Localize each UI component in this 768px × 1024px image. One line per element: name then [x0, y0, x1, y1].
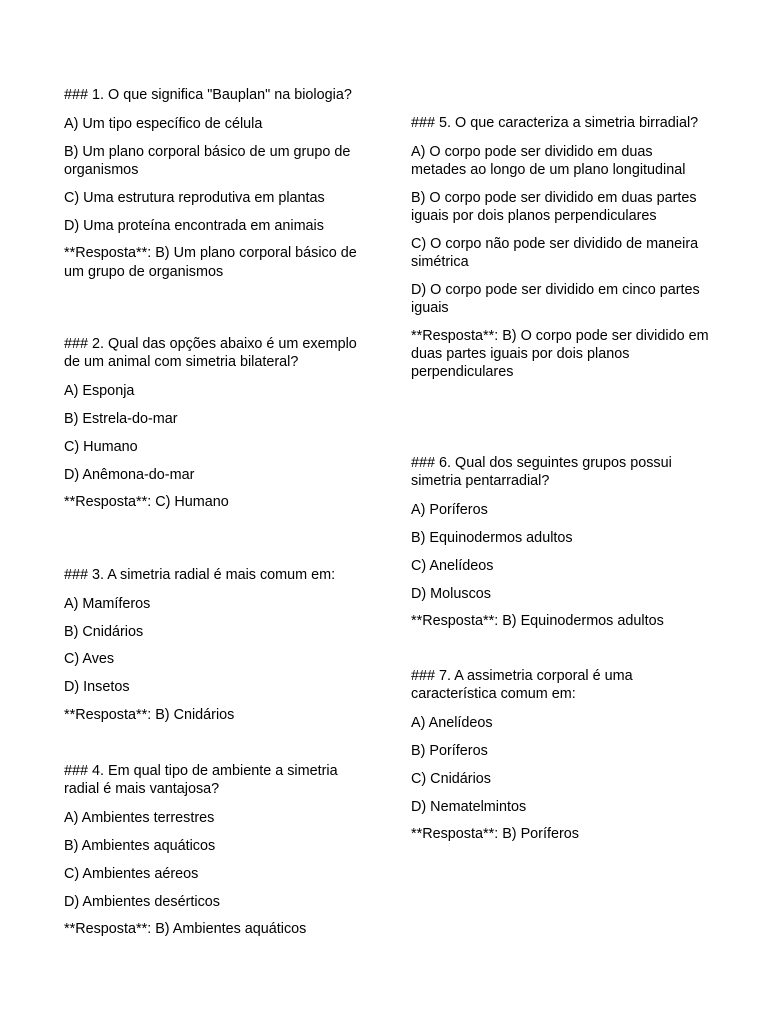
question-3 [64, 566, 364, 724]
option-d: D) Nematelmintos [411, 798, 527, 815]
option-a: A) Anelídeos [411, 714, 493, 731]
answer: **Resposta**: B) Equinodermos adultos [411, 613, 664, 630]
option-c: C) Aves [64, 651, 115, 668]
option-d: D) Anêmona-do-mar [64, 466, 195, 483]
option-d: D) Ambientes desérticos [64, 893, 220, 910]
option-d: D) Uma proteína encontrada em animais [64, 217, 324, 234]
question-heading: ### 4. Em qual tipo de ambiente a simetria radial é mais vantajosa? [64, 763, 338, 798]
question-1 [64, 86, 364, 281]
option-a: A) Mamíferos [64, 595, 151, 612]
question-2 [64, 335, 364, 512]
option-b: B) Ambientes aquáticos [64, 837, 216, 854]
option-c: C) Ambientes aéreos [64, 865, 199, 882]
option-d: D) O corpo pode ser dividido em cinco partes iguais [411, 281, 700, 317]
option-c: C) Uma estrutura reprodutiva em plantas [64, 189, 325, 206]
option-b: B) Estrela-do-mar [64, 410, 178, 427]
answer: **Resposta**: B) Um plano corporal básico de um grupo de organismos [64, 245, 357, 280]
question-heading: ### 7. A assimetria corporal é uma característica comum em: [411, 668, 633, 703]
question-heading: ### 1. O que significa "Bauplan" na biologia? [64, 87, 352, 103]
option-a: A) Ambientes terrestres [64, 809, 215, 826]
option-a: A) O corpo pode ser dividido em duas metades ao longo de um plano longitudinal [411, 143, 686, 178]
question-heading: ### 6. Qual dos seguintes grupos possui simetria pentarradial? [411, 455, 672, 490]
option-c: C) Anelídeos [411, 557, 494, 574]
question-5 [411, 114, 711, 382]
option-d: D) Insetos [64, 679, 130, 696]
option-c: C) Cnidários [411, 770, 491, 787]
option-b: B) Poríferos [411, 742, 488, 759]
question-7 [411, 667, 711, 844]
answer: **Resposta**: B) O corpo pode ser dividido em duas partes iguais por dois planos perpendiculares [411, 328, 709, 381]
option-a: A) Um tipo específico de célula [64, 115, 263, 132]
option-b: B) Cnidários [64, 623, 144, 640]
option-b: B) Equinodermos adultos [411, 529, 573, 546]
question-heading: ### 2. Qual das opções abaixo é um exemplo de um animal com simetria bilateral? [64, 336, 357, 371]
option-a: A) Esponja [64, 382, 135, 399]
question-heading: ### 3. A simetria radial é mais comum em: [64, 567, 336, 583]
answer: **Resposta**: B) Poríferos [411, 826, 579, 843]
option-c: C) Humano [64, 438, 138, 455]
option-b: B) Um plano corporal básico de um grupo de organismos [64, 143, 351, 178]
answer: **Resposta**: B) Cnidários [64, 707, 235, 724]
question-heading: ### 5. O que caracteriza a simetria birradial? [411, 115, 699, 131]
answer: **Resposta**: B) Ambientes aquáticos [64, 921, 307, 938]
option-c: C) O corpo não pode ser dividido de maneira simétrica [411, 235, 699, 271]
option-b: B) O corpo pode ser dividido em duas partes iguais por dois planos perpendiculares [411, 189, 697, 224]
question-4 [64, 762, 364, 939]
option-d: D) Moluscos [411, 585, 491, 602]
answer: **Resposta**: C) Humano [64, 494, 229, 511]
question-6 [411, 454, 711, 631]
option-a: A) Poríferos [411, 501, 488, 518]
